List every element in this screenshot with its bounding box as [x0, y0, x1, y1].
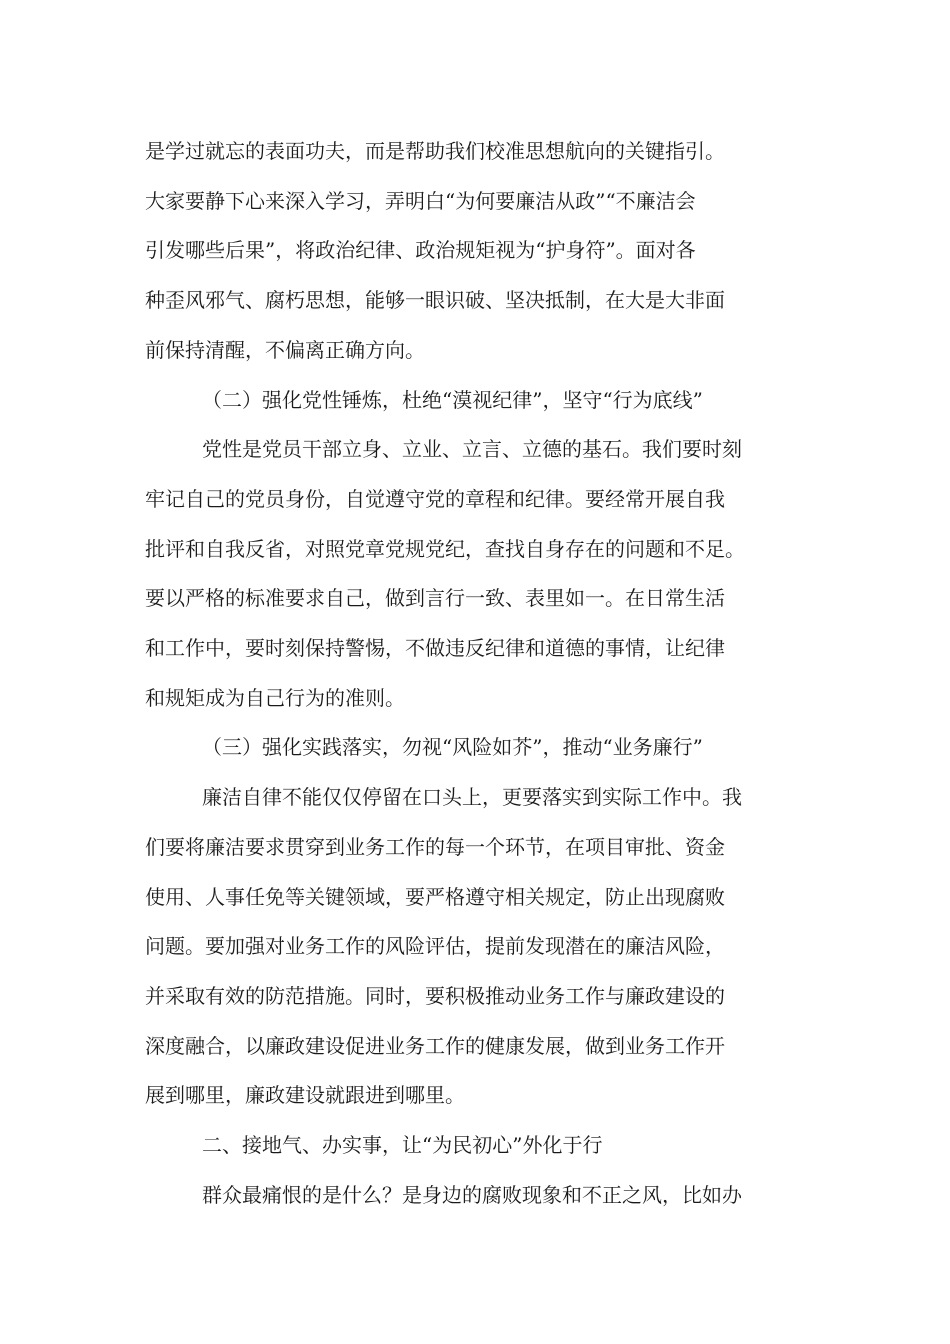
document-page: [145, 127, 825, 1220]
text-line: 和规矩成为自己行为的准则。: [145, 685, 405, 710]
text-line: 牢记自己的党员身份，自觉遵守党的章程和纪律。要经常开展自我: [145, 486, 725, 511]
text-line: 要以严格的标准要求自己，做到言行一致、表里如一。在日常生活: [145, 586, 725, 611]
text-line: 批评和自我反省，对照党章党规党纪，查找自身存在的问题和不足。: [145, 536, 745, 561]
text-line: 前保持清醒，不偏离正确方向。: [145, 337, 425, 362]
text-line: 和工作中，要时刻保持警惕，不做违反纪律和道德的事情，让纪律: [145, 636, 725, 661]
paragraph-start-line: （二）强化党性锤炼，杜绝“漠视纪律”，坚守“行为底线”: [202, 387, 703, 412]
text-line: 并采取有效的防范措施。同时，要积极推动业务工作与廉政建设的: [145, 983, 725, 1008]
text-line: 深度融合，以廉政建设促进业务工作的健康发展，做到业务工作开: [145, 1033, 725, 1058]
text-line: 使用、人事任免等关键领域，要严格遵守相关规定，防止出现腐败: [145, 884, 725, 909]
paragraph-start-line: 群众最痛恨的是什么？是身边的腐败现象和不正之风，比如办: [202, 1182, 742, 1207]
text-line: 大家要静下心来深入学习，弄明白“为何要廉洁从政”“不廉洁会: [145, 188, 696, 213]
paragraph-start-line: 党性是党员干部立身、立业、立言、立德的基石。我们要时刻: [202, 437, 742, 462]
text-line: 是学过就忘的表面功夫，而是帮助我们校准思想航向的关键指引。: [145, 139, 725, 163]
paragraph-start-line: 廉洁自律不能仅仅停留在口头上，更要落实到实际工作中。我: [202, 785, 742, 810]
text-line: 种歪风邪气、腐朽思想，能够一眼识破、坚决抵制，在大是大非面: [145, 288, 725, 313]
text-line: 展到哪里，廉政建设就跟进到哪里。: [145, 1083, 465, 1108]
text-line: 们要将廉洁要求贯穿到业务工作的每一个环节，在项目审批、资金: [145, 834, 725, 859]
paragraph-start-line: （三）强化实践落实，勿视“风险如芥”，推动“业务廉行”: [202, 735, 703, 760]
text-line: 引发哪些后果”，将政治纪律、政治规矩视为“护身符”。面对各: [145, 238, 696, 263]
paragraph-start-line: 二、接地气、办实事，让“为民初心”外化于行: [202, 1133, 603, 1158]
text-line: 问题。要加强对业务工作的风险评估，提前发现潜在的廉洁风险，: [145, 934, 725, 959]
